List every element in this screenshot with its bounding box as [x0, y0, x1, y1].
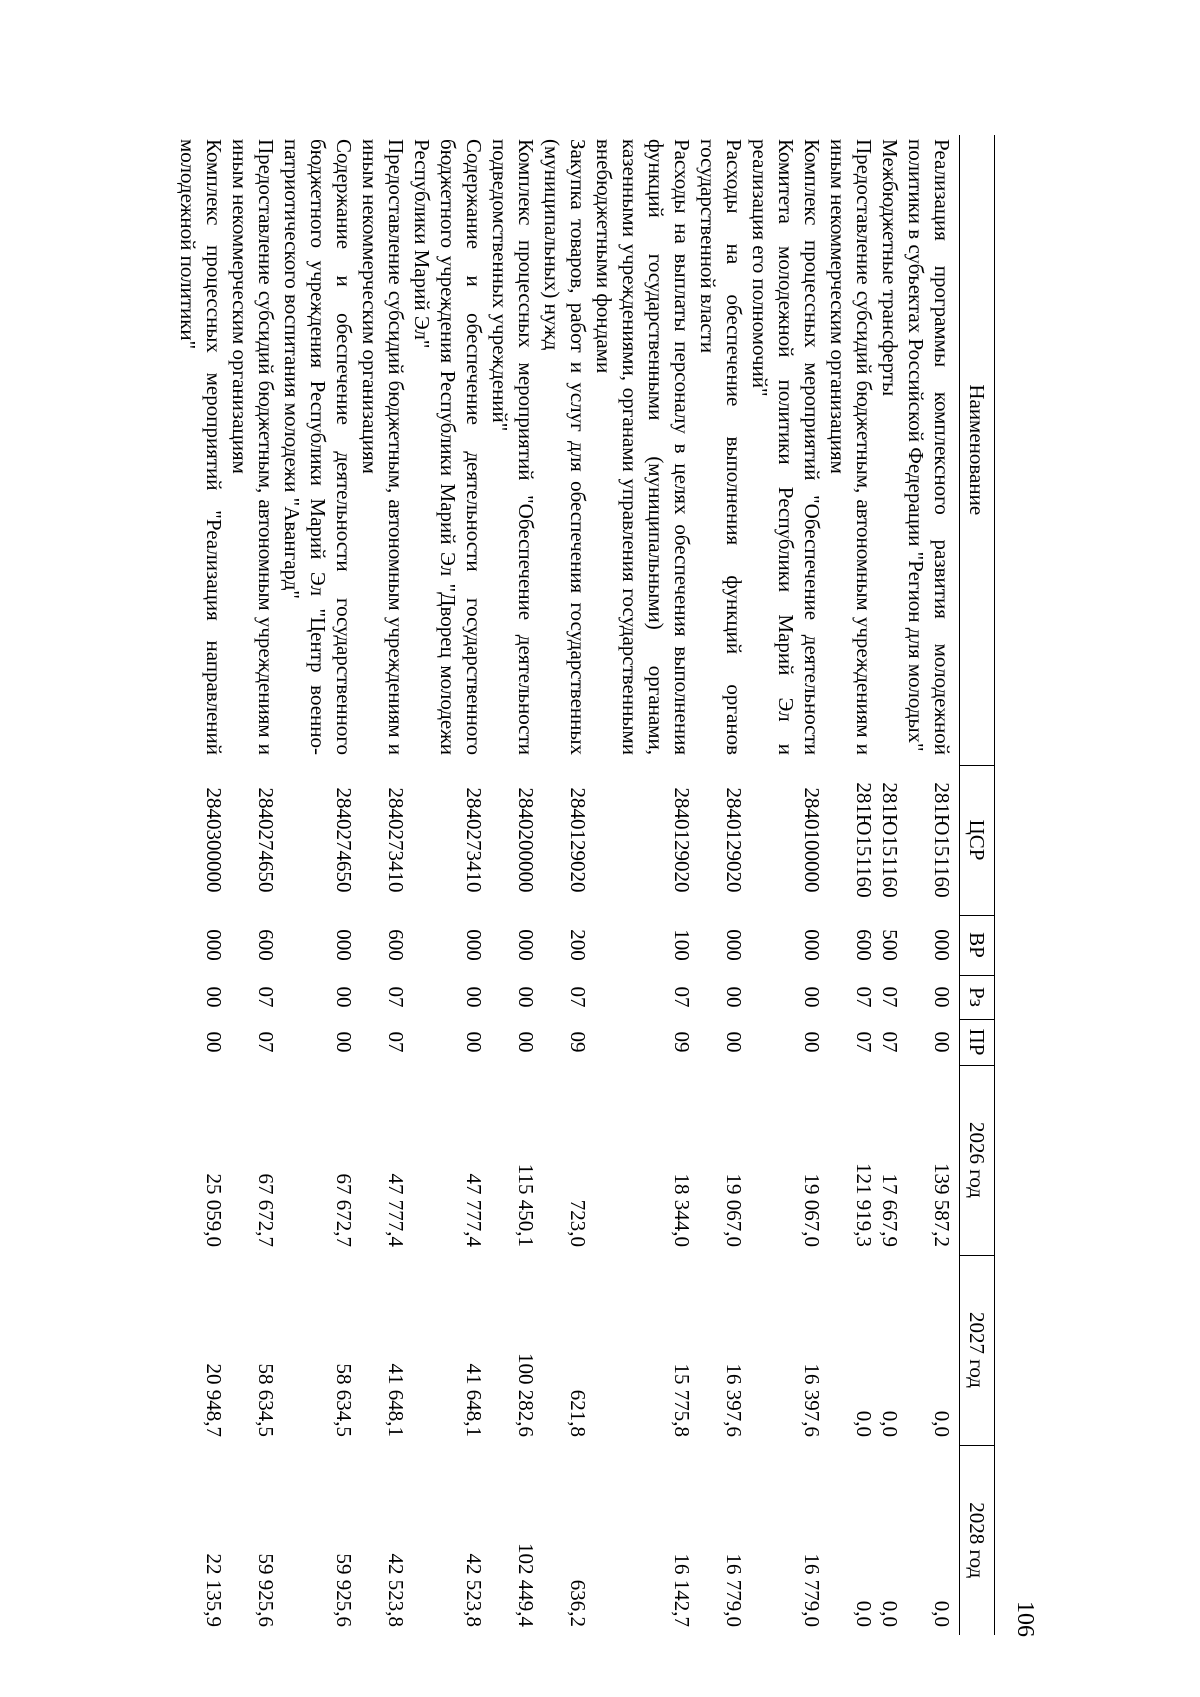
row-pr: 00 — [514, 1031, 538, 1053]
row-2027: 58 634,5 — [254, 1363, 278, 1437]
table-row — [903, 135, 960, 1635]
page-number: 106 — [1012, 1601, 1038, 1637]
row-csr: 2840273410 — [384, 787, 408, 893]
row-vr: 100 — [670, 929, 694, 961]
row-name: Закупка товаров, работ и услуг для обеспечения государственных (муниципальных) нужд — [540, 139, 590, 755]
row-2027: 0,0 — [852, 1410, 876, 1437]
row-2026: 19 067,0 — [722, 1173, 746, 1247]
table-row — [487, 135, 539, 1635]
row-2026: 47 777,4 — [384, 1173, 408, 1247]
row-pr: 07 — [878, 1031, 902, 1053]
row-rz: 07 — [384, 986, 408, 1008]
table-row — [175, 135, 227, 1635]
row-rz: 00 — [514, 986, 538, 1008]
row-pr: 00 — [332, 1031, 356, 1053]
row-2027: 58 634,5 — [332, 1363, 356, 1437]
row-vr: 600 — [852, 929, 876, 961]
row-vr: 000 — [800, 929, 824, 961]
row-name: Межбюджетные трансферты — [878, 139, 902, 397]
row-2027: 20 948,7 — [202, 1363, 226, 1437]
row-pr: 00 — [462, 1031, 486, 1053]
table-row — [591, 135, 695, 1635]
row-2026: 25 059,0 — [202, 1173, 226, 1247]
row-2027: 0,0 — [930, 1410, 954, 1437]
row-name: Содержание и обеспечение деятельности государственного бюджетного учреждения Республики Марий Эл "Центр военно-патриотического воспитания молодежи "Авангард" — [280, 139, 356, 755]
row-2026: 18 344,0 — [670, 1173, 694, 1247]
row-vr: 200 — [566, 929, 590, 961]
header-name: Наименование — [960, 135, 995, 765]
row-vr: 000 — [930, 929, 954, 961]
row-2026: 121 919,3 — [852, 1163, 876, 1247]
table-row — [357, 135, 409, 1635]
table-row — [279, 135, 357, 1635]
row-2027: 16 397,6 — [722, 1363, 746, 1437]
row-rz: 00 — [722, 986, 746, 1008]
header-pr: ПР — [960, 1019, 995, 1065]
row-csr: 2840100000 — [800, 787, 824, 893]
row-csr: 2840129020 — [722, 787, 746, 893]
header-2027: 2027 год — [960, 1255, 995, 1445]
row-2028: 22 135,9 — [202, 1553, 226, 1627]
row-2027: 15 775,8 — [670, 1363, 694, 1437]
header-2028: 2028 год — [960, 1445, 995, 1635]
row-name: Содержание и обеспечение деятельности государственного бюджетного учреждения Республики Марий Эл "Дворец молодежи Республики Марий Эл" — [410, 139, 486, 755]
row-vr: 000 — [202, 929, 226, 961]
row-2028: 42 523,8 — [384, 1553, 408, 1627]
header-csr: ЦСР — [960, 765, 995, 915]
row-rz: 07 — [852, 986, 876, 1008]
row-csr: 281Ю151160 — [852, 782, 876, 898]
row-vr: 600 — [384, 929, 408, 961]
row-rz: 07 — [254, 986, 278, 1008]
row-pr: 00 — [202, 1031, 226, 1053]
row-csr: 281Ю151160 — [878, 782, 902, 898]
header-2026: 2026 год — [960, 1065, 995, 1255]
row-name: Комплекс процессных мероприятий "Обеспечение деятельности подведомственных учреждений" — [488, 139, 538, 755]
row-2027: 16 397,6 — [800, 1363, 824, 1437]
table-row — [877, 135, 903, 1635]
table-row — [227, 135, 279, 1635]
row-name: Предоставление субсидий бюджетным, автономным учреждениям и иным некоммерческим организациям — [358, 139, 408, 755]
row-2027: 0,0 — [878, 1410, 902, 1437]
row-2028: 0,0 — [852, 1600, 876, 1627]
row-2028: 59 925,6 — [332, 1553, 356, 1627]
table-row — [695, 135, 747, 1635]
row-csr: 2840274650 — [332, 787, 356, 893]
row-rz: 07 — [670, 986, 694, 1008]
row-vr: 500 — [878, 929, 902, 961]
row-name: Комплекс процессных мероприятий "Обеспечение деятельности Комитета молодежной политики Республики Марий Эл и реализация его полномочий" — [748, 139, 824, 755]
row-rz: 00 — [462, 986, 486, 1008]
table-row — [539, 135, 591, 1635]
row-name: Предоставление субсидий бюджетным, автономным учреждениям и иным некоммерческим организациям — [826, 139, 876, 755]
row-vr: 000 — [514, 929, 538, 961]
table-row — [825, 135, 877, 1635]
row-csr: 2840129020 — [566, 787, 590, 893]
row-2028: 59 925,6 — [254, 1553, 278, 1627]
row-rz: 07 — [566, 986, 590, 1008]
row-csr: 2840274650 — [254, 787, 278, 893]
row-vr: 000 — [462, 929, 486, 961]
header-rz: Рз — [960, 975, 995, 1019]
row-csr: 2840300000 — [202, 787, 226, 893]
row-pr: 09 — [566, 1031, 590, 1053]
row-vr: 600 — [254, 929, 278, 961]
row-2027: 100 282,6 — [514, 1353, 538, 1437]
row-2028: 16 142,7 — [670, 1553, 694, 1627]
table-header-row — [960, 135, 995, 1635]
row-rz: 00 — [202, 986, 226, 1008]
row-name: Предоставление субсидий бюджетным, автономным учреждениям и иным некоммерческим организациям — [228, 139, 278, 755]
row-2026: 67 672,7 — [254, 1173, 278, 1247]
row-pr: 07 — [852, 1031, 876, 1053]
header-vr: ВР — [960, 915, 995, 975]
rotated-page — [115, 135, 1038, 1645]
row-2028: 102 449,4 — [514, 1543, 538, 1627]
row-name: Реализация программы комплексного развития молодежной политики в субъектах Российской Федерации "Регион для молодых" — [904, 139, 954, 755]
row-2027: 41 648,1 — [462, 1363, 486, 1437]
row-2028: 0,0 — [930, 1600, 954, 1627]
row-2026: 17 667,9 — [878, 1173, 902, 1247]
row-vr: 000 — [722, 929, 746, 961]
row-pr: 09 — [670, 1031, 694, 1053]
row-2026: 139 587,2 — [930, 1163, 954, 1247]
row-2028: 0,0 — [878, 1600, 902, 1627]
row-csr: 2840273410 — [462, 787, 486, 893]
row-pr: 00 — [930, 1031, 954, 1053]
row-csr: 2840129020 — [670, 787, 694, 893]
row-name: Комплекс процессных мероприятий "Реализация направлений молодежной политики" — [176, 139, 226, 755]
budget-table — [175, 135, 995, 1635]
row-pr: 00 — [722, 1031, 746, 1053]
table-row — [747, 135, 825, 1635]
row-rz: 00 — [800, 986, 824, 1008]
row-2026: 67 672,7 — [332, 1173, 356, 1247]
row-pr: 00 — [800, 1031, 824, 1053]
row-pr: 07 — [384, 1031, 408, 1053]
row-name: Расходы на обеспечение выполнения функций органов государственной власти — [696, 139, 746, 755]
row-csr: 2840200000 — [514, 787, 538, 893]
row-2028: 42 523,8 — [462, 1553, 486, 1627]
row-rz: 00 — [332, 986, 356, 1008]
row-2027: 621,8 — [566, 1389, 590, 1437]
row-pr: 07 — [254, 1031, 278, 1053]
row-2026: 47 777,4 — [462, 1173, 486, 1247]
row-name: Расходы на выплаты персоналу в целях обеспечения выполнения функций государственными (муниципальными) органами, казенными учреждениями, органами управления государственными внебюджетными фондами — [592, 139, 694, 755]
row-2026: 19 067,0 — [800, 1173, 824, 1247]
row-2028: 16 779,0 — [800, 1553, 824, 1627]
row-2028: 636,2 — [566, 1579, 590, 1627]
row-rz: 00 — [930, 986, 954, 1008]
row-2028: 16 779,0 — [722, 1553, 746, 1627]
row-2026: 115 450,1 — [514, 1163, 538, 1247]
row-2026: 723,0 — [566, 1199, 590, 1247]
row-rz: 07 — [878, 986, 902, 1008]
row-2027: 41 648,1 — [384, 1363, 408, 1437]
row-vr: 000 — [332, 929, 356, 961]
row-csr: 281Ю151160 — [930, 782, 954, 898]
table-row — [409, 135, 487, 1635]
